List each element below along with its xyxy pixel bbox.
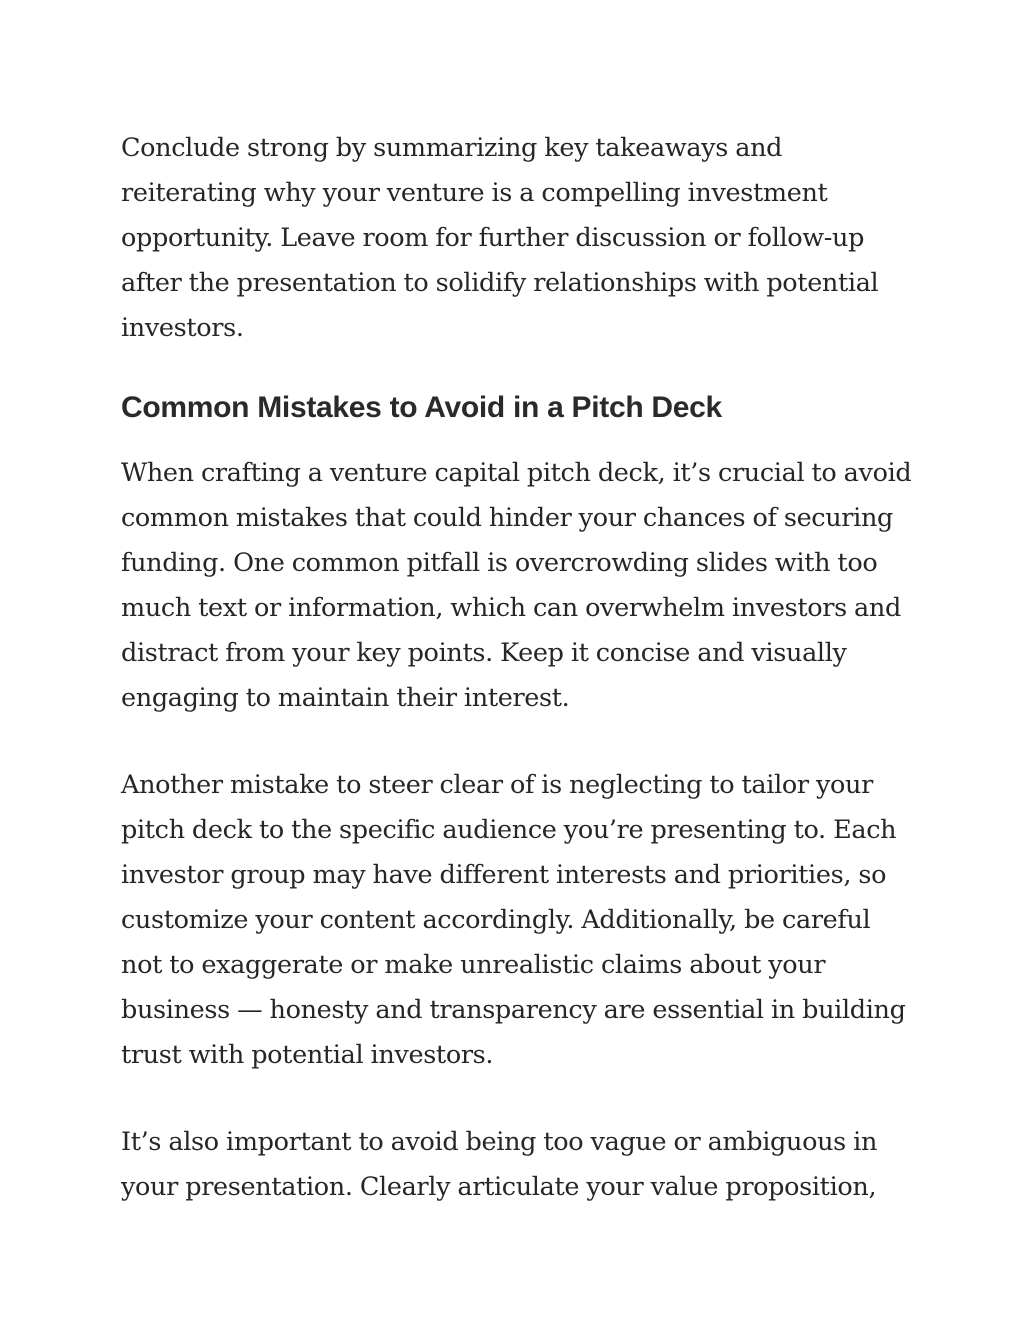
text-line: investor group may have different interests and priorities, so bbox=[121, 860, 887, 890]
mistakes-paragraph-2 bbox=[121, 763, 906, 1078]
text-line: your presentation. Clearly articulate your value proposition, bbox=[121, 1172, 877, 1202]
text-line: customize your content accordingly. Additionally, be careful bbox=[121, 905, 871, 935]
text-line: Conclude strong by summarizing key takeaways and bbox=[121, 133, 783, 163]
section-heading: Common Mistakes to Avoid in a Pitch Deck bbox=[121, 391, 722, 424]
intro-paragraph bbox=[121, 126, 921, 351]
text-line: Another mistake to steer clear of is neglecting to tailor your bbox=[121, 770, 873, 800]
document-page bbox=[121, 126, 921, 1202]
text-line: trust with potential investors. bbox=[121, 1040, 494, 1070]
text-line: much text or information, which can overwhelm investors and bbox=[121, 593, 901, 623]
text-line: pitch deck to the specific audience you’re presenting to. Each bbox=[121, 815, 897, 845]
text-line: When crafting a venture capital pitch deck, it’s crucial to avoid bbox=[121, 458, 912, 488]
text-line: opportunity. Leave room for further discussion or follow-up bbox=[121, 223, 865, 253]
text-line: common mistakes that could hinder your chances of securing bbox=[121, 503, 894, 533]
mistakes-paragraph-1 bbox=[121, 451, 911, 721]
text-line: investors. bbox=[121, 313, 244, 343]
text-line: after the presentation to solidify relationships with potential bbox=[121, 268, 879, 298]
text-line: funding. One common pitfall is overcrowding slides with too bbox=[121, 548, 878, 578]
text-line: not to exaggerate or make unrealistic claims about your bbox=[121, 950, 826, 980]
mistakes-paragraph-3 bbox=[121, 1120, 877, 1210]
text-line: business — honesty and transparency are essential in building bbox=[121, 995, 906, 1025]
text-line: distract from your key points. Keep it concise and visually bbox=[121, 638, 847, 668]
text-line: It’s also important to avoid being too vague or ambiguous in bbox=[121, 1127, 878, 1157]
text-line: reiterating why your venture is a compelling investment bbox=[121, 178, 828, 208]
text-line: engaging to maintain their interest. bbox=[121, 683, 570, 713]
